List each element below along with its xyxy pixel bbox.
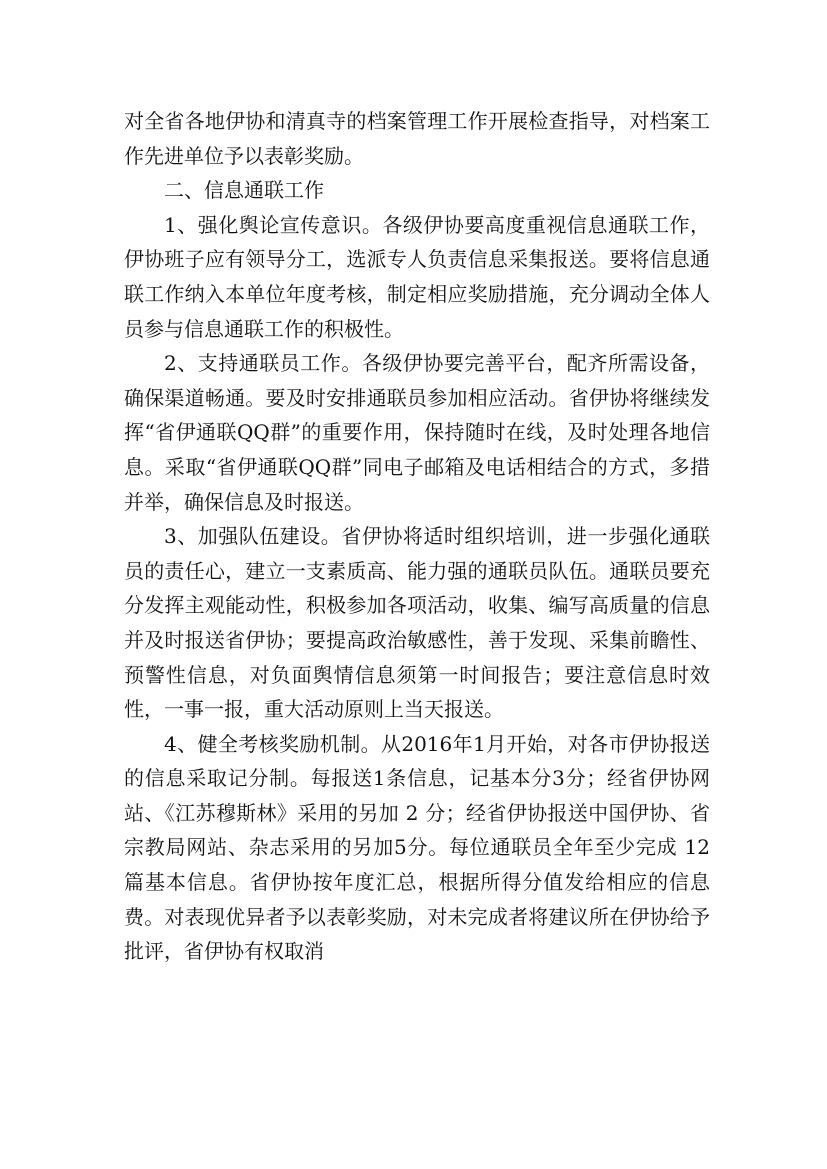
- section-heading: 二、信息通联工作: [164, 178, 324, 203]
- paragraph-item-1: 1、强化舆论宣传意识。各级伊协要高度重视信息通联工作，伊协班子应有领导分工，选派专人负责信息采集报送。要将信息通联工作纳入本单位年度考核，制定相应奖励措施，充分调动全体人员参与信息通联工作的积极性。: [124, 212, 710, 341]
- paragraph-item-4: 4、健全考核奖励机制。从2016年1月开始，对各市伊协报送的信息采取记分制。每报送1条信息，记基本分3分；经省伊协网站、《江苏穆斯林》采用的另加 2 分；经省伊协报送中国伊协、省宗教局网站、杂志采用的另加5分。每位通联员全年至少完成 12 篇基本信息。省伊协按年度汇总，根据所得分值发给相应的信息费。对表现优异者予以表彰奖励，对未完成者将建议所在伊协给予批评，省伊协有权取消: [124, 731, 710, 964]
- document-page: [124, 104, 710, 969]
- paragraph-continuation: 对全省各地伊协和清真寺的档案管理工作开展检查指导，对档案工作先进单位予以表彰奖励。: [124, 109, 710, 168]
- paragraph-item-2: 2、支持通联员工作。各级伊协要完善平台，配齐所需设备，确保渠道畅通。要及时安排通联员参加相应活动。省伊协将继续发挥“省伊通联QQ群”的重要作用，保持随时在线，及时处理各地信息。采取“省伊通联QQ群”同电子邮箱及电话相结合的方式，多措并举，确保信息及时报送。: [124, 351, 710, 514]
- paragraph-item-3: 3、加强队伍建设。省伊协将适时组织培训，进一步强化通联员的责任心，建立一支素质高、能力强的通联员队伍。通联员要充分发挥主观能动性，积极参加各项活动，收集、编写高质量的信息并及时报送省伊协；要提高政治敏感性，善于发现、采集前瞻性、预警性信息，对负面舆情信息须第一时间报告；要注意信息时效性，一事一报，重大活动原则上当天报送。: [124, 524, 710, 722]
